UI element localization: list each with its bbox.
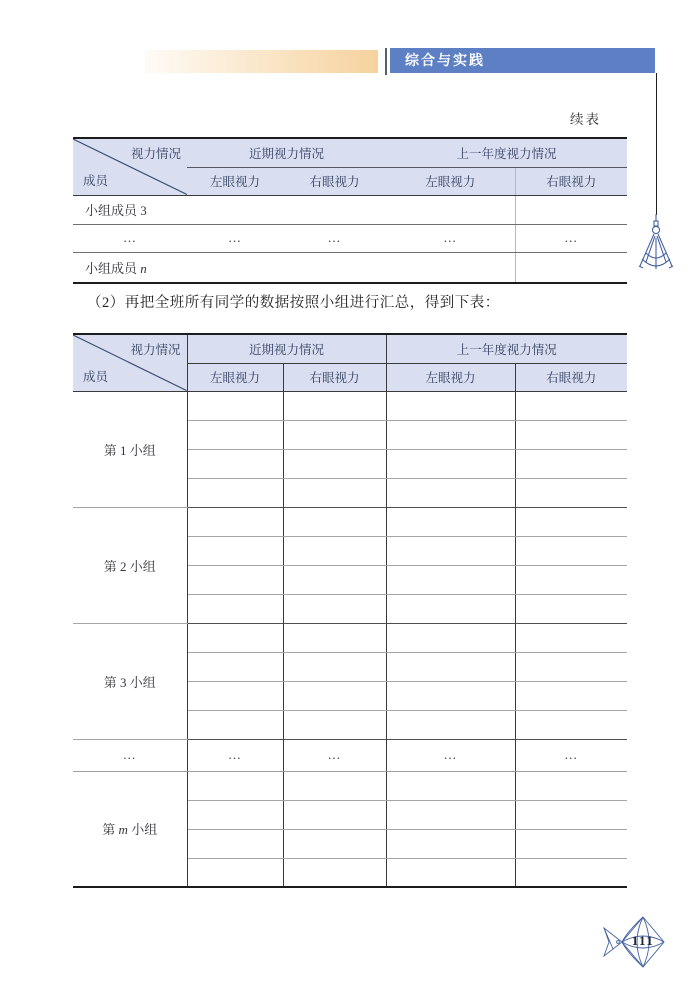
table-row-member-3 — [73, 195, 627, 224]
ellipsis-row — [73, 739, 627, 771]
header-right-eye: 右眼视力 — [515, 363, 627, 391]
header-right-eye: 右眼视力 — [515, 167, 627, 195]
empty-cell — [283, 652, 386, 681]
data-cell — [515, 252, 627, 283]
group-label-m: 第 m 小组 — [73, 771, 187, 887]
empty-cell — [386, 623, 515, 652]
empty-cell — [386, 391, 515, 420]
empty-cell — [283, 771, 386, 800]
empty-cell — [515, 623, 627, 652]
empty-cell — [187, 594, 283, 623]
diagonal-label-top: 视力情况 — [130, 147, 181, 161]
empty-cell — [283, 507, 386, 536]
empty-cell — [187, 858, 283, 887]
header-right-eye: 右眼视力 — [283, 167, 386, 195]
empty-cell — [283, 565, 386, 594]
vision-table-continued — [73, 137, 627, 284]
empty-cell — [187, 420, 283, 449]
data-cell — [386, 252, 515, 283]
empty-cell — [386, 594, 515, 623]
empty-cell — [187, 565, 283, 594]
empty-cell — [515, 652, 627, 681]
empty-cell — [386, 536, 515, 565]
group-row — [73, 623, 627, 652]
ellipsis-cell: … — [187, 739, 283, 771]
empty-cell — [386, 800, 515, 829]
empty-cell — [515, 681, 627, 710]
empty-cell — [386, 478, 515, 507]
empty-cell — [283, 536, 386, 565]
empty-cell — [515, 565, 627, 594]
empty-cell — [515, 858, 627, 887]
ellipsis-cell: … — [283, 739, 386, 771]
diagonal-label-top: 视力情况 — [130, 343, 181, 357]
empty-cell — [187, 829, 283, 858]
group-label-3: 第 3 小组 — [73, 623, 187, 739]
diagonal-header-cell — [73, 334, 187, 391]
empty-cell — [283, 623, 386, 652]
ellipsis-cell: … — [515, 224, 627, 252]
group-label-2: 第 2 小组 — [73, 507, 187, 623]
empty-cell — [283, 858, 386, 887]
empty-cell — [515, 449, 627, 478]
ellipsis-cell: … — [386, 739, 515, 771]
header-recent-vision: 近期视力情况 — [187, 334, 386, 363]
group-label-1: 第 1 小组 — [73, 391, 187, 507]
empty-cell — [187, 536, 283, 565]
data-cell — [283, 195, 386, 224]
empty-cell — [515, 710, 627, 739]
header-accent-bar — [145, 50, 378, 73]
empty-cell — [187, 507, 283, 536]
empty-cell — [283, 420, 386, 449]
header-row-groups — [73, 138, 627, 167]
empty-cell — [386, 652, 515, 681]
empty-cell — [386, 710, 515, 739]
header-left-eye: 左眼视力 — [187, 363, 283, 391]
empty-cell — [386, 829, 515, 858]
empty-cell — [386, 449, 515, 478]
empty-cell — [515, 391, 627, 420]
empty-cell — [187, 391, 283, 420]
header-lastyear-vision: 上一年度视力情况 — [386, 138, 627, 167]
data-cell — [187, 195, 283, 224]
empty-cell — [187, 800, 283, 829]
header-left-eye: 左眼视力 — [187, 167, 283, 195]
empty-cell — [386, 420, 515, 449]
empty-cell — [283, 449, 386, 478]
empty-cell — [187, 652, 283, 681]
empty-cell — [515, 420, 627, 449]
empty-cell — [515, 594, 627, 623]
empty-cell — [386, 507, 515, 536]
empty-cell — [283, 594, 386, 623]
empty-cell — [283, 800, 386, 829]
group-row — [73, 391, 627, 420]
empty-cell — [283, 391, 386, 420]
header-left-eye: 左眼视力 — [386, 363, 515, 391]
empty-cell — [515, 829, 627, 858]
empty-cell — [386, 565, 515, 594]
continued-table-label: 续表 — [570, 112, 601, 127]
row-label: 小组成员 3 — [73, 195, 187, 224]
diagonal-label-bottom: 成员 — [83, 369, 109, 384]
empty-cell — [386, 681, 515, 710]
ellipsis-cell: … — [73, 224, 187, 252]
empty-cell — [283, 710, 386, 739]
ellipsis-cell: … — [515, 739, 627, 771]
data-cell — [283, 252, 386, 283]
empty-cell — [187, 710, 283, 739]
ellipsis-cell: … — [187, 224, 283, 252]
empty-cell — [187, 478, 283, 507]
empty-cell — [283, 681, 386, 710]
table-row-ellipsis — [73, 224, 627, 252]
section-banner-title: 综合与实践 — [405, 52, 485, 68]
instruction-paragraph: （2）再把全班所有同学的数据按照小组进行汇总，得到下表： — [87, 295, 500, 311]
diagonal-label-bottom: 成员 — [83, 173, 109, 188]
empty-cell — [187, 771, 283, 800]
data-cell — [515, 195, 627, 224]
empty-cell — [515, 536, 627, 565]
table-row-member-n — [73, 252, 627, 283]
header-recent-vision: 近期视力情况 — [187, 138, 386, 167]
empty-cell — [515, 507, 627, 536]
group-row — [73, 771, 627, 800]
empty-cell — [515, 478, 627, 507]
empty-cell — [386, 858, 515, 887]
data-cell — [386, 195, 515, 224]
empty-cell — [386, 771, 515, 800]
empty-cell — [515, 771, 627, 800]
group-row — [73, 507, 627, 536]
page-number: 111 — [631, 933, 655, 948]
group-summary-table — [73, 333, 627, 888]
header-left-eye: 左眼视力 — [386, 167, 515, 195]
data-cell — [187, 252, 283, 283]
empty-cell — [515, 800, 627, 829]
ellipsis-cell: … — [386, 224, 515, 252]
header-lastyear-vision: 上一年度视力情况 — [386, 334, 627, 363]
empty-cell — [187, 449, 283, 478]
empty-cell — [283, 478, 386, 507]
ellipsis-cell: … — [73, 739, 187, 771]
section-banner — [390, 48, 655, 73]
ellipsis-cell: … — [283, 224, 386, 252]
compass-icon — [630, 214, 682, 274]
diagonal-header-cell — [73, 138, 187, 195]
plumb-line — [656, 73, 657, 215]
empty-cell — [283, 829, 386, 858]
empty-cell — [187, 681, 283, 710]
row-label: 小组成员 n — [85, 260, 147, 276]
header-right-eye: 右眼视力 — [283, 363, 386, 391]
banner-left-rule — [385, 48, 387, 75]
empty-cell — [187, 623, 283, 652]
header-row-groups — [73, 334, 627, 363]
